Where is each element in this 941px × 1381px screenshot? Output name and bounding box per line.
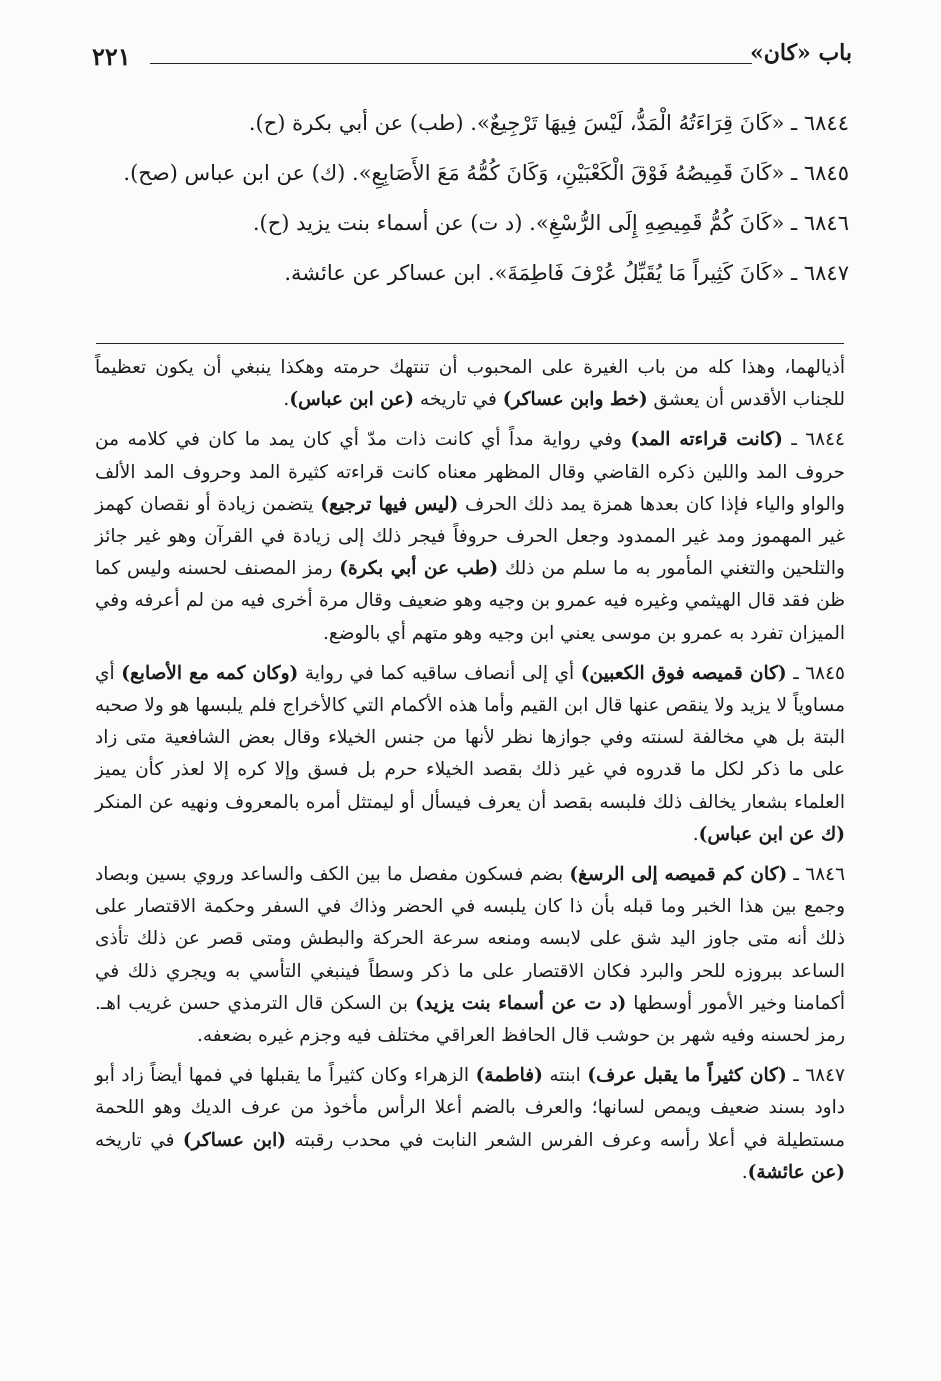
commentary — [95, 352, 845, 1197]
source-ref: (طب عن أبي بكرة) — [339, 558, 499, 580]
source-ref: (ك عن ابن عباس) — [698, 823, 845, 845]
hadith-6845 — [91, 154, 849, 192]
commentary-paragraph-continued — [95, 352, 845, 416]
hadith-6847 — [91, 254, 849, 292]
page-number: ٢٢١ — [92, 42, 131, 71]
header-rule — [150, 63, 752, 64]
hadith-matn: «كَانَ قَمِيصُهُ فَوْقَ الْكَعْبَيْنِ، وَكَانَ كُمُّهُ مَعَ الأَصَابِعِ» — [358, 161, 785, 185]
entry-number: ٦٨٤٧ ـ — [786, 1065, 845, 1087]
text-run: رمز المصنف لحسنه وليس كما ظن فقد قال الهيثمي وغيره فيه عمرو بن وجيه وهو ضعيف وقال مرة أخرى فيه من لم أعرفه وفي الميزان تفرد به عمرو بن موسى يعني ابن وجيه وهو متهم أي بالوضع. — [95, 558, 845, 644]
text-run: بن السكن قال الترمذي حسن غريب اهـ. رمز لحسنه وفيه شهر بن حوشب قال الحافظ العراقي مختلف فيه وجزم غيره بضعفه. — [95, 992, 845, 1047]
hadith-texts — [91, 104, 849, 304]
commentary-paragraph-6846 — [95, 859, 845, 1052]
text-run: يتضمن زيادة أو نقصان كهمز غير المهموز ومد غير الممدود وجعل الحرف حروفاً فيجر ذلك إلى زيادة في القرآن وهو غير جائز والتلحين والتغني المأمور به ما سلم من ذلك — [95, 493, 845, 580]
lemma: (كان كثيراً ما يقبل عرف) — [587, 1065, 787, 1087]
page-header — [92, 38, 852, 78]
entry-number: ٦٨٤٤ ـ — [782, 429, 845, 451]
text-run: وفي رواية مداً أي كانت ذات مدّ أي كان يمد ما كان في كلامه من حروف المد واللين ذكره القاضي وقال المظهر معناه كانت قراءته كثيرة المد وحروف المد الألف والواو والياء فإذا كان بعدها همزة يمد ذلك الحرف — [95, 429, 845, 515]
lemma: (كان قميصه فوق الكعبين) — [580, 662, 787, 684]
commentary-paragraph-6844 — [95, 424, 845, 649]
text-run: في تاريخه — [414, 389, 503, 411]
text-run: بضم فسكون مفصل ما بين الكف والساعد وروي بسين وبصاد وجمع بين هذا الخبر وما قبله بأن ذا كان يلبسه في الحضر وذاك في السفر وحكمة الاقتصار على ذلك أنه متى جاوز اليد شق على لابسه ومنعه سرعة الحركة والبطش ومتى قصر عن ذلك تأذى الساعد ببروزه للحر والبرد فكان الاقتصار على ما ذكر وسطاً فينبغي التأسي به ويجري ذلك في أكمامنا وخير الأمور أوسطها — [95, 864, 845, 1014]
hadith-number: ٦٨٤٧ ـ — [791, 261, 849, 285]
text-run: . — [283, 389, 290, 411]
text-run: . — [692, 823, 699, 845]
hadith-matn: «كَانَ كُمُّ قَمِيصِهِ إِلَى الرُّسْغِ» — [535, 211, 785, 235]
source-ref: (عن ابن عباس) — [289, 389, 415, 411]
commentary-separator — [96, 343, 844, 344]
source-ref: (د ت عن أسماء بنت يزيد) — [415, 992, 627, 1014]
lemma: (وكان كمه مع الأصابع) — [121, 662, 299, 684]
text-run: أي إلى أنصاف ساقيه كما في رواية — [298, 662, 581, 684]
commentary-paragraph-6845 — [95, 658, 845, 851]
hadith-6846 — [91, 204, 849, 242]
hadith-source: . (ك) عن ابن عباس (صح). — [123, 161, 359, 185]
hadith-matn: «كَانَ قِرَاءَتُهُ الْمَدُّ، لَيْسَ فِيهَا تَرْجِيعٌ» — [476, 111, 785, 135]
hadith-source: . (طب) عن أبي بكرة (ح). — [248, 111, 477, 135]
text-run: . — [741, 1161, 748, 1183]
hadith-6844 — [91, 104, 849, 142]
lemma: (ليس فيها ترجيع) — [320, 493, 459, 515]
text-run: أذيالهما، وهذا كله من باب الغيرة على المحبوب أن تنتهك حرمته وهكذا ينبغي أن يكون تعظيماً للجناب الأقدس أن يعشق — [95, 357, 845, 411]
text-run: ابنته — [542, 1065, 588, 1087]
hadith-source: . ابن عساكر عن عائشة. — [284, 261, 495, 285]
entry-number: ٦٨٤٦ ـ — [787, 864, 846, 886]
text-run: الزهراء وكان كثيراً ما يقبلها في فمها أيضاً زاد أبو داود بسند ضعيف ويمص لسانها؛ والعرف بالضم أعلا الرأس مأخوذ من عرف الديك وهو اللحمة مستطيلة في أعلا رأسه وعرف الفرس الشعر النابت في محدب رقبته — [95, 1065, 845, 1151]
hadith-matn: «كَانَ كَثِيراً مَا يُقَبِّلُ عُرْفَ فَاطِمَةَ» — [494, 261, 785, 285]
hadith-number: ٦٨٤٥ ـ — [791, 161, 849, 185]
source-ref: (خط وابن عساكر) — [502, 389, 648, 411]
commentary-paragraph-6847 — [95, 1060, 845, 1189]
entry-number: ٦٨٤٥ ـ — [786, 662, 845, 684]
lemma: (كانت قراءته المد) — [630, 429, 783, 451]
hadith-number: ٦٨٤٤ ـ — [791, 111, 849, 135]
text-run: في تاريخه — [95, 1129, 183, 1151]
source-ref: (عن عائشة) — [747, 1161, 845, 1183]
hadith-number: ٦٨٤٦ ـ — [791, 211, 849, 235]
hadith-source: . (د ت) عن أسماء بنت يزيد (ح). — [252, 211, 536, 235]
text-run: أي مساوياً لا يزيد ولا ينقص عنها قال ابن القيم وأما هذه الأكمام التي كالأخراج فلم يلبسها هو ولا صحبه البتة بل هي مخالفة لسنته وفي جوازها نظر لأنها من جنس الخيلاء وقال بعض الشافعية متى زاد على ما ذكر لكل ما قدروه في غير ذلك بقصد الخيلاء حرم بل فسق وإلا كره إلا لعذر كأن يميز العلماء بشعار يخالف ذلك فلبسه بقصد أن يعرف فيسأل أو ليمتثل أمره بالمعروف ونهيه عن المنكر — [95, 662, 845, 813]
source-ref: (ابن عساكر) — [182, 1129, 287, 1151]
lemma: (فاطمة) — [475, 1065, 543, 1087]
lemma: (كان كم قميصه إلى الرسغ) — [569, 864, 788, 886]
running-title: باب «كان» — [749, 40, 852, 66]
